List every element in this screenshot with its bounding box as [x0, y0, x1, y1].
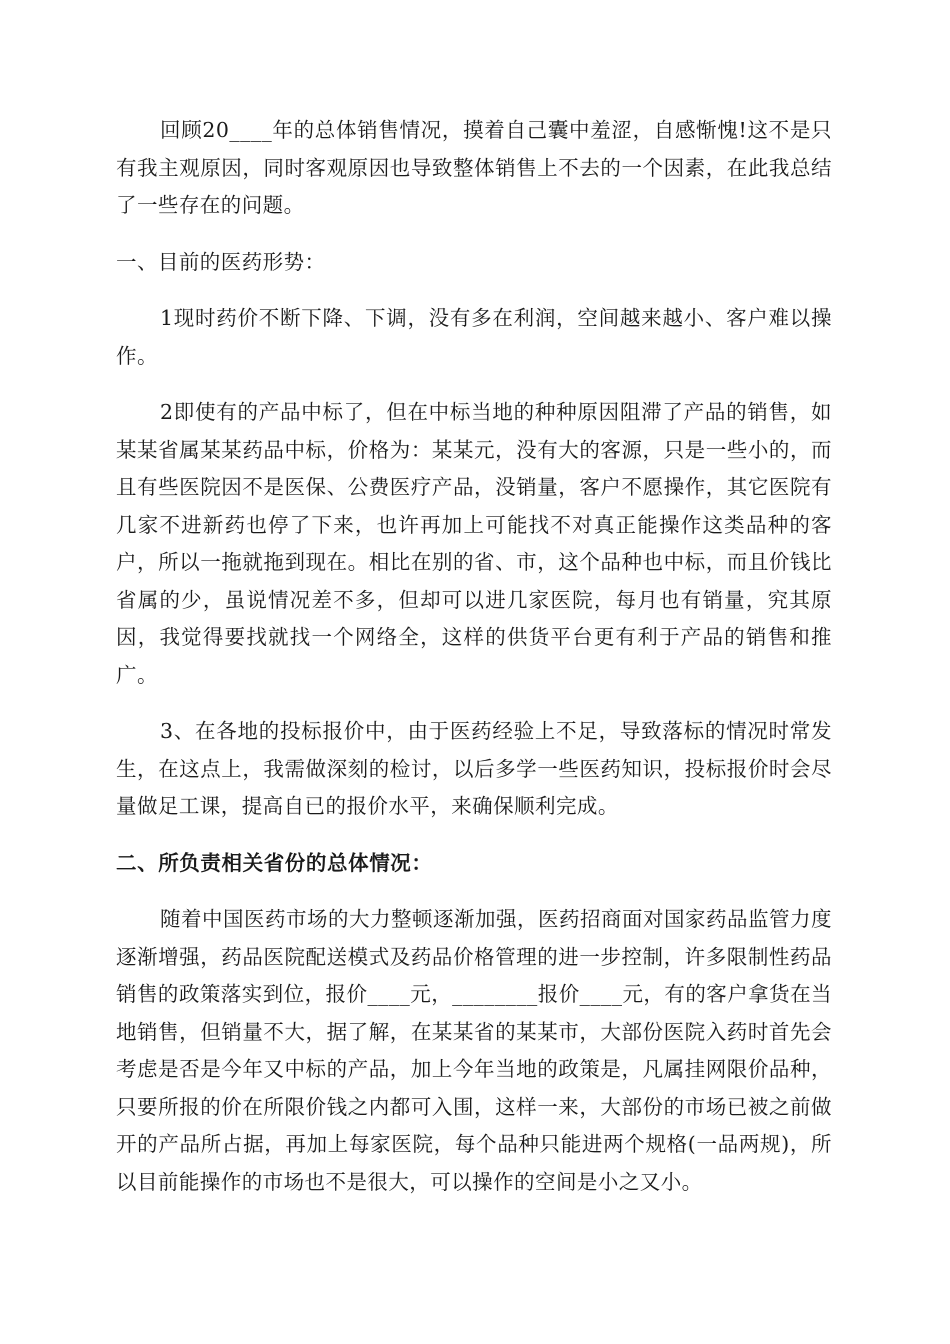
- provinces-paragraph: 随着中国医药市场的大力整顿逐渐加强，医药招商面对国家药品监管力度逐渐增强，药品医院配送模式及药品价格管理的进一步控制，许多限制性药品销售的政策落实到位，报价____元，________报价____元，有的客户拿货在当地销售，但销量不大，据了解，在某某省的某某市，大部份医院入药时首先会考虑是否是今年又中标的产品，加上今年当地的政策是，凡属挂网限价品种，只要所报的价在所限价钱之内都可入围，这样一来，大部份的市场已被之前做开的产品所占据，再加上每家医院，每个品种只能进两个规格(一品两规)，所以目前能操作的市场也不是很大，可以操作的空间是小之又小。: [116, 907, 832, 1194]
- section-heading-current-situation: 一、目前的医药形势：: [116, 249, 326, 274]
- intro-paragraph: 回顾20____年的总体销售情况，摸着自己囊中羞涩，自感惭愧!这不是只有我主观原因，同时客观原因也导致整体销售上不去的一个因素，在此我总结了一些存在的问题。: [116, 118, 832, 217]
- point-3-paragraph: 3、在各地的投标报价中，由于医药经验上不足，导致落标的情况时常发生，在这点上，我需做深刻的检讨，以后多学一些医药知识，投标报价时会尽量做足工课，提高自已的报价水平，来确保顺利完成。: [116, 719, 832, 818]
- point-1-paragraph: 1现时药价不断下降、下调，没有多在利润，空间越来越小、客户难以操作。: [116, 306, 832, 368]
- point-2-paragraph: 2即使有的产品中标了，但在中标当地的种种原因阻滞了产品的销售，如某某省属某某药品中标，价格为：某某元，没有大的客源，只是一些小的，而且有些医院因不是医保、公费医疗产品，没销量，客户不愿操作，其它医院有几家不进新药也停了下来，也许再加上可能找不对真正能操作这类品种的客户，所以一拖就拖到现在。相比在别的省、市，这个品种也中标，而且价钱比省属的少，虽说情况差不多，但却可以进几家医院，每月也有销量，究其原因，我觉得要找就找一个网络全，这样的供货平台更有利于产品的销售和推广。: [116, 400, 832, 687]
- section-heading-provinces: 二、所负责相关省份的总体情况：: [116, 850, 433, 875]
- document-page: [116, 112, 832, 1220]
